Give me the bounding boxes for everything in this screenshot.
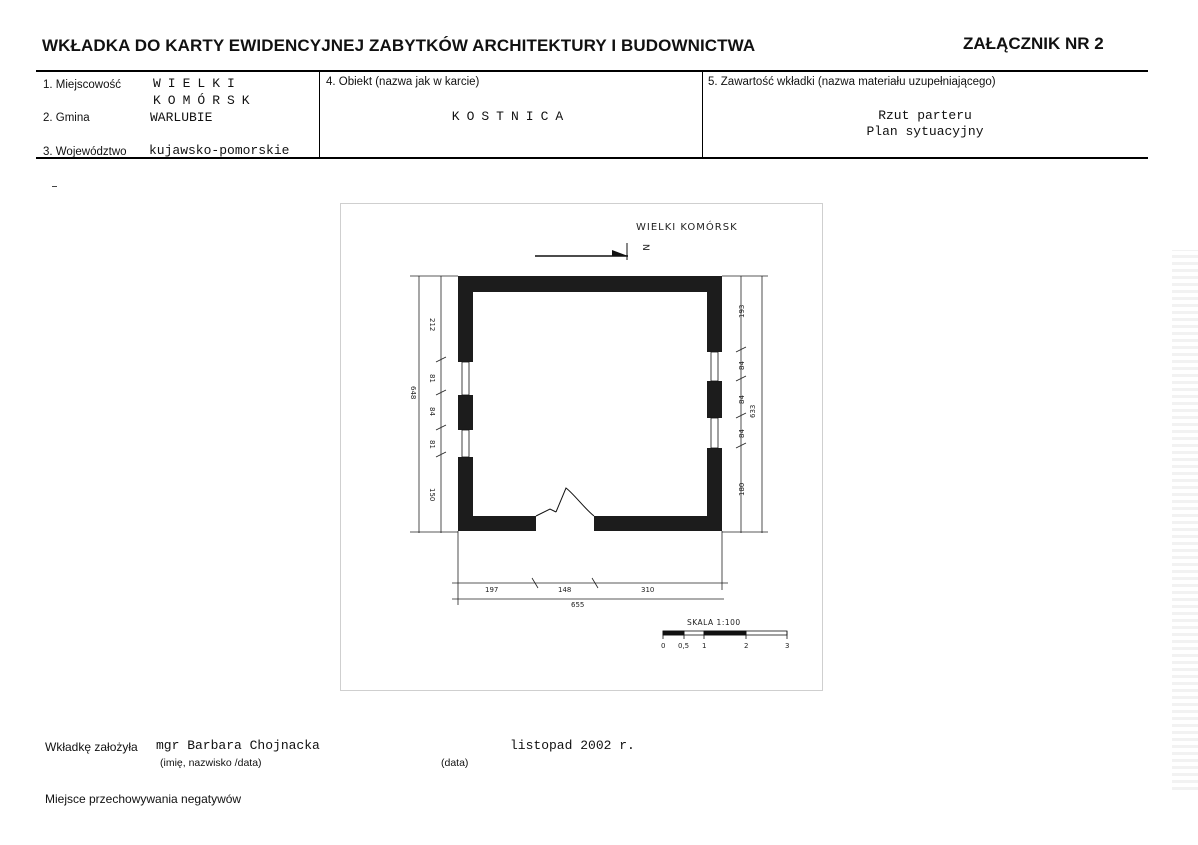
building-walls [458, 276, 722, 531]
wall-north [458, 276, 722, 292]
author-hint: (imię, nazwisko /data) [160, 757, 262, 769]
scale-tick-4: 3 [785, 642, 790, 650]
locality-label: 1. Miejscowość [43, 79, 121, 91]
voivodeship-value: kujawsko-pomorskie [149, 143, 290, 158]
dim-left-total: 648 [409, 386, 417, 400]
author-value: mgr Barbara Chojnacka [156, 738, 320, 753]
window-west-2 [462, 430, 469, 457]
locality-value-line2: KOMÓRSK [153, 93, 257, 108]
dim-right-3: 84 [738, 395, 746, 404]
contents-line1: Rzut parteru [878, 108, 972, 123]
object-value: KOSTNICA [451, 109, 571, 124]
scale-tick-2: 1 [702, 642, 707, 650]
wall-west-middle [458, 395, 473, 430]
dim-left-4: 81 [428, 440, 436, 449]
scale-tick-1: 0,5 [678, 642, 690, 650]
plan-place-title: WIELKI KOMÓRSK [636, 222, 738, 233]
window-west-1 [462, 362, 469, 395]
scan-artifact-edge [1172, 250, 1198, 790]
dim-left-2: 81 [428, 374, 436, 383]
dim-right-2: 84 [738, 361, 746, 370]
window-openings [462, 352, 718, 457]
dim-right-4: 84 [738, 429, 746, 438]
date-hint: (data) [441, 757, 469, 769]
created-label: Wkładkę założyła [45, 740, 138, 754]
wall-south-right [594, 516, 722, 531]
storage-label: Miejsce przechowywania negatywów [45, 792, 242, 806]
object-label: 4. Obiekt (nazwa jak w karcie) [326, 76, 480, 88]
scale-label: SKALA 1:100 [687, 618, 741, 627]
dim-bottom-3: 310 [641, 586, 655, 594]
contents-line2: Plan sytuacyjny [866, 124, 984, 139]
locality-value-line1: WIELKI [153, 76, 242, 91]
door-leaves [536, 488, 594, 516]
scale-tick-3: 2 [744, 642, 749, 650]
north-arrow-icon [535, 243, 628, 260]
wall-east-upper [707, 276, 722, 352]
dim-right-total: 633 [749, 404, 757, 418]
contents-label: 5. Zawartość wkładki (nazwa materiału uzupełniającego) [708, 76, 996, 88]
attachment-number: ZAŁĄCZNIK NR 2 [963, 34, 1104, 53]
dim-left-1: 212 [428, 318, 436, 332]
wall-east-middle [707, 381, 722, 418]
wall-south-left [458, 516, 536, 531]
window-east-1 [711, 352, 718, 381]
scale-tick-0: 0 [661, 642, 666, 650]
dim-right-5: 180 [738, 482, 746, 496]
scale-bar [663, 631, 787, 639]
dim-right-1: 193 [738, 304, 746, 318]
north-label: N [640, 244, 650, 251]
commune-value: WARLUBIE [150, 110, 213, 125]
dim-left-3: 84 [428, 407, 436, 416]
dim-left-5: 150 [428, 488, 436, 502]
dim-bottom-2: 148 [558, 586, 572, 594]
commune-label: 2. Gmina [43, 112, 90, 124]
form-title: WKŁADKA DO KARTY EWIDENCYJNEJ ZABYTKÓW ARCHITEKTURY I BUDOWNICTWA [42, 36, 756, 55]
voivodeship-label: 3. Województwo [43, 146, 127, 158]
dim-bottom-total: 655 [571, 601, 585, 609]
date-value: listopad 2002 r. [510, 738, 635, 753]
wall-west-upper [458, 276, 473, 362]
dim-bottom-1: 197 [485, 586, 499, 594]
window-east-2 [711, 418, 718, 448]
